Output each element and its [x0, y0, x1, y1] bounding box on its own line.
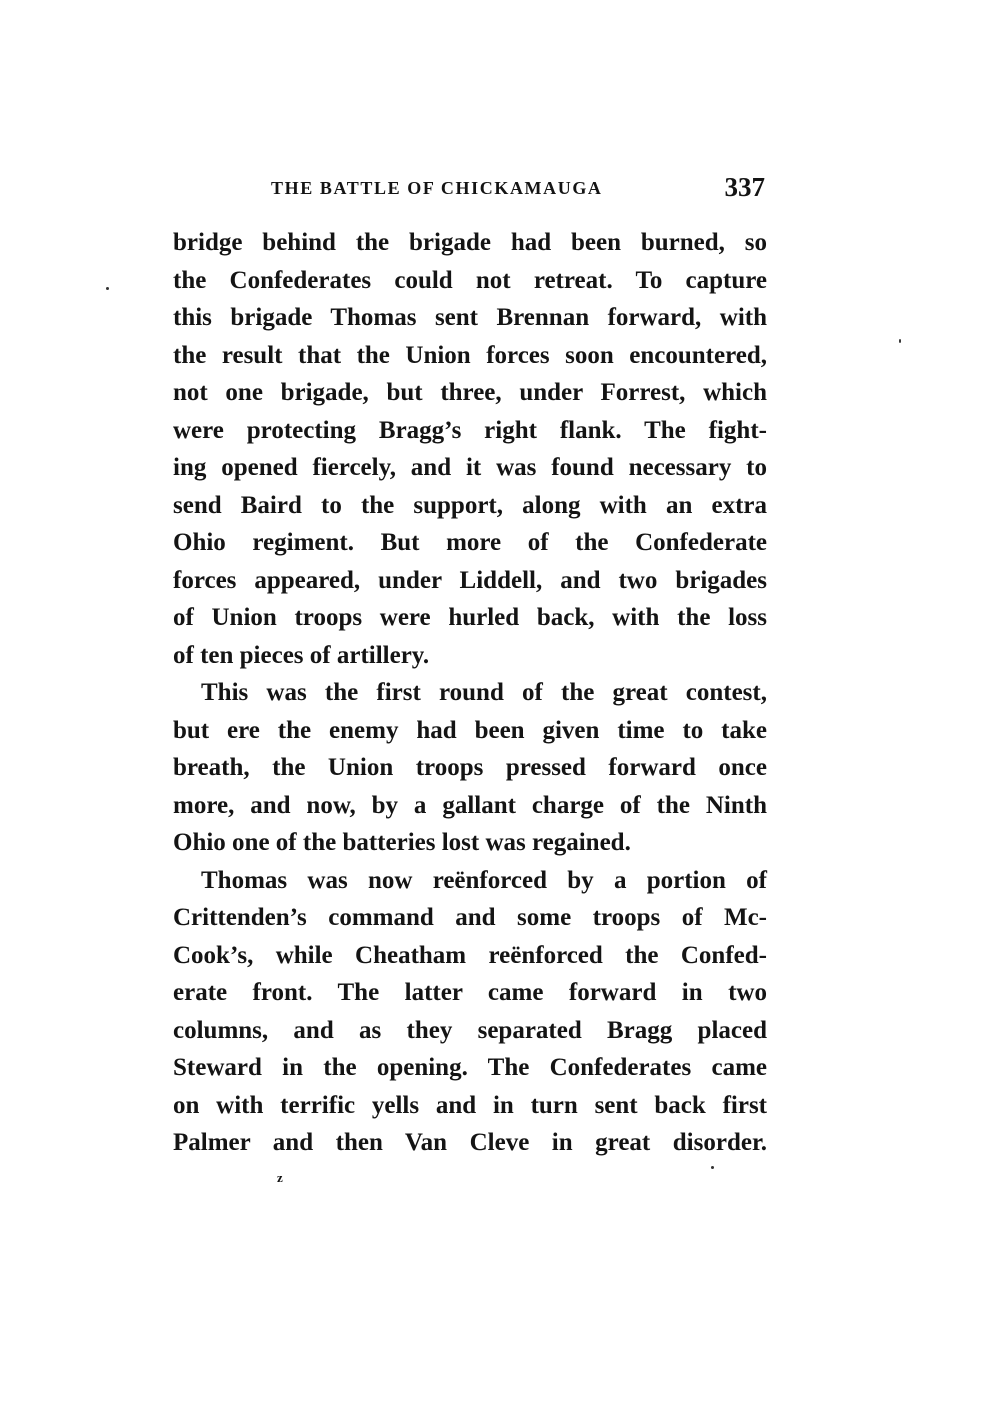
margin-speck — [711, 1166, 714, 1169]
paragraph-2 — [173, 674, 767, 862]
page-number: 337 — [724, 172, 765, 202]
signature-mark: z — [277, 1170, 283, 1185]
text-line: but ere the enemy had been given time to take — [173, 716, 767, 744]
text-line: breath, the Union troops pressed forward once — [173, 754, 767, 781]
text-line: more, and now, by a gallant charge of the Ninth — [173, 791, 767, 819]
text-line: of ten pieces of artillery. — [173, 641, 430, 669]
text-line: erate front. The latter came forward in two — [173, 979, 767, 1006]
text-line: ing opened fiercely, and it was found necessary to — [173, 454, 767, 481]
text-line: were protecting Bragg’s right flank. The fight- — [173, 416, 767, 444]
text-line: This was the first round of the great contest, — [201, 679, 767, 706]
margin-speck — [899, 339, 901, 343]
text-line: bridge behind the brigade had been burned, so — [173, 229, 767, 256]
text-line: not one brigade, but three, under Forrest, which — [173, 379, 767, 406]
text-line: Ohio one of the batteries lost was regained. — [173, 829, 631, 856]
body-text — [173, 224, 767, 1162]
text-line: Palmer and then Van Cleve in great disorder. — [173, 1129, 767, 1156]
text-line: columns, and as they separated Bragg placed — [173, 1016, 767, 1044]
text-line: this brigade Thomas sent Brennan forward, with — [173, 304, 767, 331]
text-line: the Confederates could not retreat. To capture — [173, 266, 767, 294]
text-line: forces appeared, under Liddell, and two brigades — [173, 566, 767, 594]
text-line: on with terrific yells and in turn sent back first — [173, 1091, 767, 1119]
text-line: Cook’s, while Cheatham reënforced the Confed- — [173, 941, 767, 969]
text-line: Steward in the opening. The Confederates came — [173, 1054, 767, 1081]
margin-speck — [106, 287, 109, 290]
text-line: the result that the Union forces soon encountered, — [173, 341, 767, 369]
text-line: Thomas was now reënforced by a portion of — [201, 866, 767, 894]
running-head — [173, 172, 767, 206]
text-line: Ohio regiment. But more of the Confederate — [173, 529, 767, 556]
paragraph-1 — [173, 224, 767, 674]
text-line: of Union troops were hurled back, with the loss — [173, 604, 767, 631]
text-line: send Baird to the support, along with an extra — [173, 491, 767, 519]
text-line: Crittenden’s command and some troops of Mc- — [173, 904, 767, 931]
paragraph-3 — [173, 862, 767, 1162]
running-title: THE BATTLE OF CHICKAMAUGA — [271, 178, 603, 198]
